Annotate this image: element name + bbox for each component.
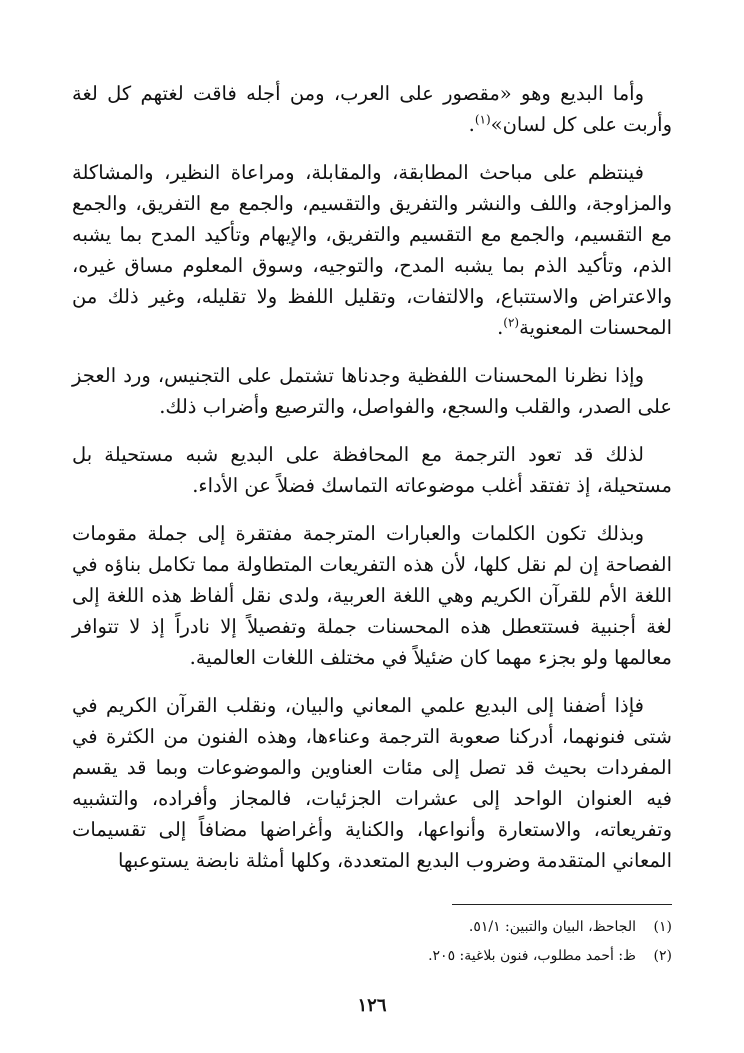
footnotes [72,913,672,971]
paragraph-6: فإذا أضفنا إلى البديع علمي المعاني والبيان، ونقلب القرآن الكريم في شتى فنونهما، أدركنا صعوبة الترجمة وعناءها، وهذه الفنون من الكثرة في المفردات بحيث قد تصل إلى مئات العناوين والموضوعات وبما قد يقسم فيه العنوان الواحد إلى عشرات الجزئيات، فالمجاز وأفراده، والتشبيه وتفريعاته، والاستعارة وأنواعها، والكناية وأغراضها مضافاً إلى تقسيمات المعاني المتقدمة وضروب البديع المتعددة، وكلها أمثلة نابضة يستوعبها [72,694,672,872]
footnote-ref-2[interactable]: (٢) [503,315,520,330]
footnote-ref-1[interactable]: (١) [474,112,491,127]
footnote-2-text: ظ: أحمد مطلوب، فنون بلاغية: ٢٠٥. [428,948,636,964]
footnote-2 [72,942,672,971]
footnote-1 [72,913,672,942]
paragraph-2-end: . [497,316,504,339]
footnote-divider [452,904,672,905]
paragraph-2 [72,157,672,343]
paragraph-2-text: فينتظم على مباحث المطابقة، والمقابلة، ومراعاة النظير، والمشاكلة والمزاوجة، واللف والنشر والتفريق والتقسيم، والجمع مع التفريق، والجمع مع التقسيم، والجمع مع التقسيم والتفريق، والإيهام وتأكيد المدح بما يشبه الذم، وتأكيد الذم بما يشبه المدح، والتوجيه، وسوق المعلوم مساق غيره، والاعتراض والاستتباع، والالتفات، وتقليل اللفظ ولا تقليله، وغير ذلك من المحسنات المعنوية [72,161,672,339]
footnote-2-number: (٢) [653,948,672,964]
paragraph-4: لذلك قد تعود الترجمة مع المحافظة على البديع شبه مستحيلة بل مستحيلة، إذ تفتقد أغلب موضوعاته التماسك فضلاً عن الأداء. [72,443,672,497]
paragraph-1 [72,78,672,140]
footnote-1-text: الجاحظ، البيان والتبين: ٥١/١. [468,919,636,935]
paragraph-1-end: . [468,113,475,136]
footnote-1-number: (١) [653,919,672,935]
paragraph-5: وبذلك تكون الكلمات والعبارات المترجمة مفتقرة إلى جملة مقومات الفصاحة إن لم نقل كلها، لأن هذه التفريعات المتطاولة مما تكامل بناؤه في اللغة الأم للقرآن الكريم وهي اللغة العربية، ولدى نقل ألفاظ هذه اللغة إلى لغة أجنبية فستتعطل هذه المحسنات جملة وتفصيلاً إلا نادراً إذ لا تتوافر معالمها ولو بجزء مهما كان ضئيلاً في مختلف اللغات العالمية. [72,522,672,669]
page-number: ١٢٦ [357,995,387,1016]
paragraph-3: وإذا نظرنا المحسنات اللفظية وجدناها تشتمل على التجنيس، ورد العجز على الصدر، والقلب والسجع، والفواصل، والترصيع وأضراب ذلك. [72,364,672,418]
page-body [72,78,672,876]
paragraph-1-text: وأما البديع وهو «مقصور على العرب، ومن أجله فاقت لغتهم كل لغة وأربت على كل لسان» [72,82,672,136]
